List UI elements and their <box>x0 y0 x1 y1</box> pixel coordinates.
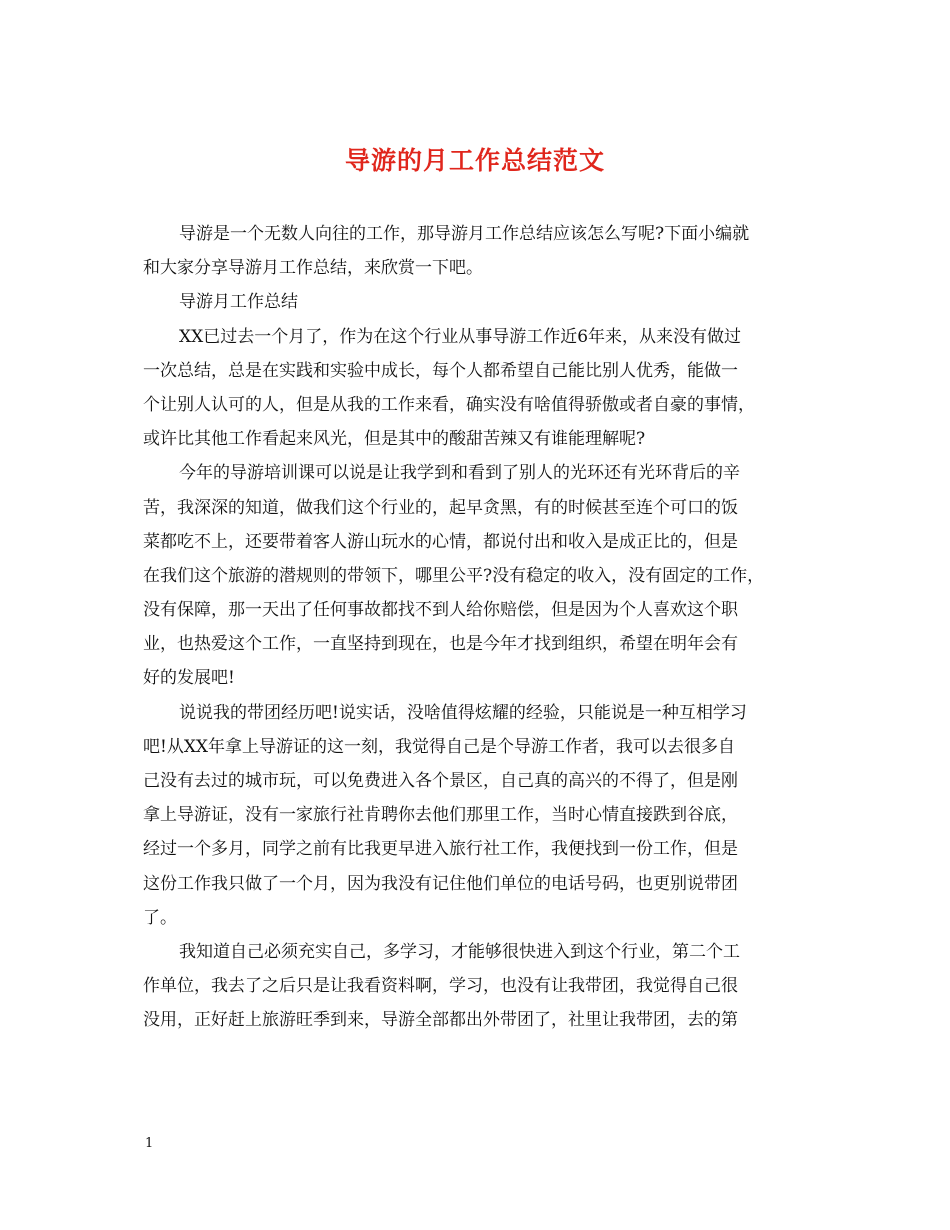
text-line: 个让别人认可的人，但是从我的工作来看，确实没有啥值得骄傲或者自豪的事情， <box>143 394 755 415</box>
text-line: 和大家分享导游月工作总结，来欣赏一下吧。 <box>143 258 483 279</box>
text-line: 经过一个多月，同学之前有比我更早进入旅行社工作，我便找到一份工作，但是 <box>143 839 738 860</box>
text-line: 没用，正好赶上旅游旺季到来，导游全部都出外带团了，社里让我带团，去的第 <box>143 1010 738 1031</box>
text-line: 今年的导游培训课可以说是让我学到和看到了别人的光环还有光环背后的辛 <box>179 463 740 484</box>
text-line: 了。 <box>143 907 177 928</box>
text-line: XX已过去一个月了，作为在这个行业从事导游工作近6年来，从来没有做过 <box>179 326 742 347</box>
text-line: 己没有去过的城市玩，可以免费进入各个景区，自己真的高兴的不得了，但是刚 <box>143 771 738 791</box>
text-line: 业，也热爱这个工作，一直坚持到现在，也是今年才找到组织，希望在明年会有 <box>143 634 738 655</box>
text-line: 菜都吃不上，还要带着客人游山玩水的心情，都说付出和收入是成正比的，但是 <box>143 531 738 552</box>
document-title: 导游的月工作总结范文 <box>344 146 605 175</box>
text-line: 在我们这个旅游的潜规则的带领下，哪里公平?没有稳定的收入，没有固定的工作， <box>143 565 765 586</box>
text-line: 这份工作我只做了一个月，因为我没有记住他们单位的电话号码，也更别说带团 <box>143 873 738 894</box>
text-line: 我知道自己必须充实自己，多学习，才能够很快进入到这个行业，第二个工 <box>179 941 740 962</box>
text-line: 说说我的带团经历吧!说实话，没啥值得炫耀的经验，只能说是一种互相学习 <box>179 702 747 723</box>
text-line: 导游是一个无数人向往的工作，那导游月工作总结应该怎么写呢?下面小编就 <box>179 224 750 244</box>
text-line: 作单位，我去了之后只是让我看资料啊，学习，也没有让我带团，我觉得自己很 <box>143 976 738 997</box>
text-line: 一次总结，总是在实践和实验中成长，每个人都希望自己能比别人优秀，能做一 <box>143 360 738 381</box>
text-line: 好的发展吧! <box>143 668 235 689</box>
text-line: 拿上导游证，没有一家旅行社肯聘你去他们那里工作，当时心情直接跌到谷底， <box>143 805 738 826</box>
text-line: 苦，我深深的知道，做我们这个行业的，起早贪黑，有的时候甚至连个可口的饭 <box>143 497 738 518</box>
text-line: 吧!从XX年拿上导游证的这一刻，我觉得自己是个导游工作者，我可以去很多自 <box>143 736 736 757</box>
text-line: 或许比其他工作看起来风光，但是其中的酸甜苦辣又有谁能理解呢? <box>143 429 646 450</box>
page-number: 1 <box>145 1136 154 1151</box>
text-line: 导游月工作总结 <box>179 292 298 313</box>
document-body <box>143 217 823 1038</box>
text-line: 没有保障，那一天出了任何事故都找不到人给你赔偿，但是因为个人喜欢这个职 <box>143 600 738 621</box>
